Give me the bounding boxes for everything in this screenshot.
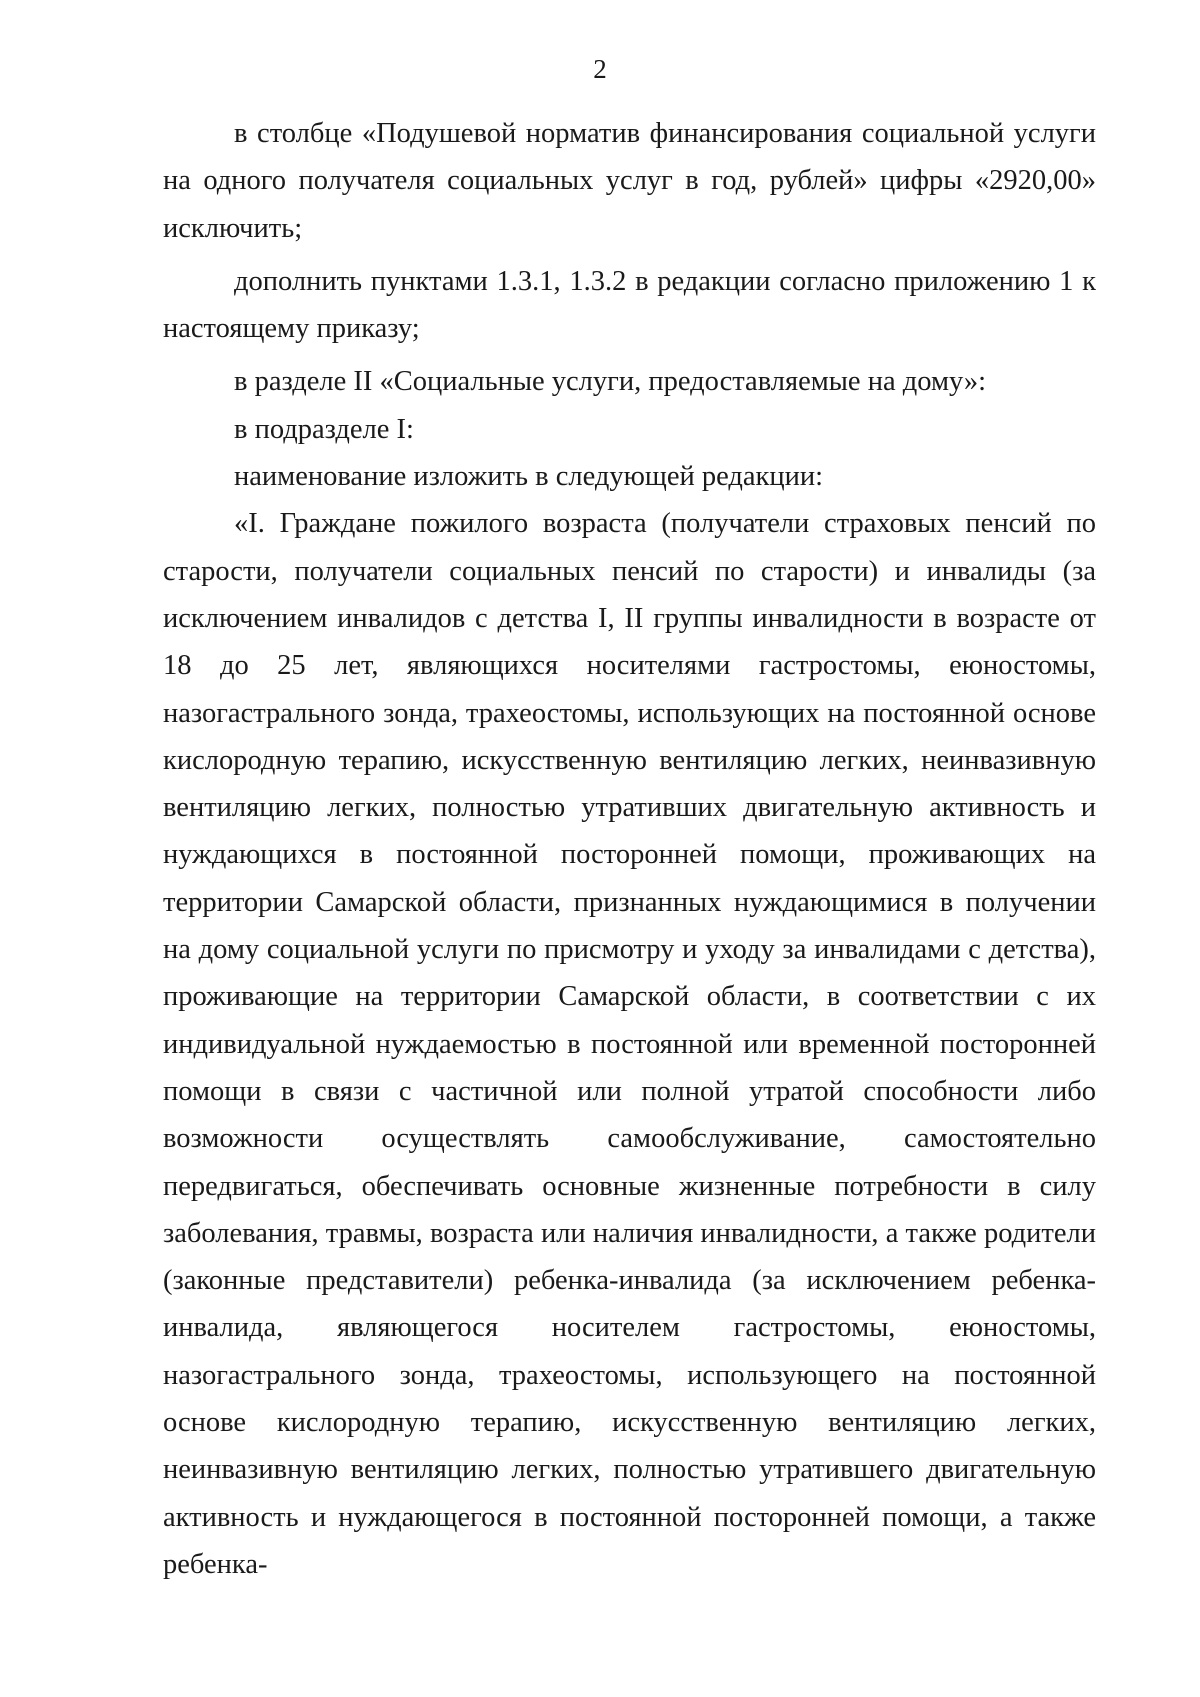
page-number: 2 bbox=[593, 54, 607, 84]
document-body bbox=[163, 110, 1096, 1588]
paragraph-column-exclusion: в столбце «Подушевой норматив финансирования социальной услуги на одного получателя социальных услуг в год, рублей» цифры «2920,00» исключить; bbox=[163, 118, 1096, 244]
paragraph-section-ii: в разделе II «Социальные услуги, предоставляемые на дому»: bbox=[234, 366, 987, 398]
paragraph-add-items: дополнить пунктами 1.3.1, 1.3.2 в редакции согласно приложению 1 к настоящему приказу; bbox=[163, 265, 1096, 345]
paragraph-title-wording: наименование изложить в следующей редакции: bbox=[234, 461, 824, 493]
paragraph-subsection-i: в подразделе I: bbox=[234, 413, 414, 445]
paragraph-citizens-definition: «I. Граждане пожилого возраста (получатели страховых пенсий по старости, получатели социальных пенсий по старости) и инвалиды (за исключением инвалидов с детства I, II группы инвалидности в возрасте от 18 до 25 лет, являющихся носителями гастростомы, еюностомы, назогастрального зонда, трахеостомы, использующих на постоянной основе кислородную терапию, искусственную вентиляцию легких, неинвазивную вентиляцию легких, полностью утративших двигательную активность и нуждающихся в постоянной посторонней помощи, проживающих на территории Самарской области, признанных нуждающимися в получении на дому социальной услуги по присмотру и уходу за инвалидами с детства), проживающие на территории Самарской области, в соответствии с их индивидуальной нуждаемостью в постоянной или временной посторонней помощи в связи с частичной или полной утратой способности либо возможности осуществлять самообслуживание, самостоятельно передвигаться, обеспечивать основные жизненные потребности в силу заболевания, травмы, возраста или наличия инвалидности, а также родители (законные представители) ребенка-инвалида (за исключением ребенка-инвалида, являющегося носителем гастростомы, еюностомы, назогастрального зонда, трахеостомы, использующего на постоянной основе кислородную терапию, искусственную вентиляцию легких, неинвазивную вентиляцию легких, полностью утратившего двигательную активность и нуждающегося в постоянной посторонней помощи, а также ребенка- bbox=[163, 508, 1096, 1580]
